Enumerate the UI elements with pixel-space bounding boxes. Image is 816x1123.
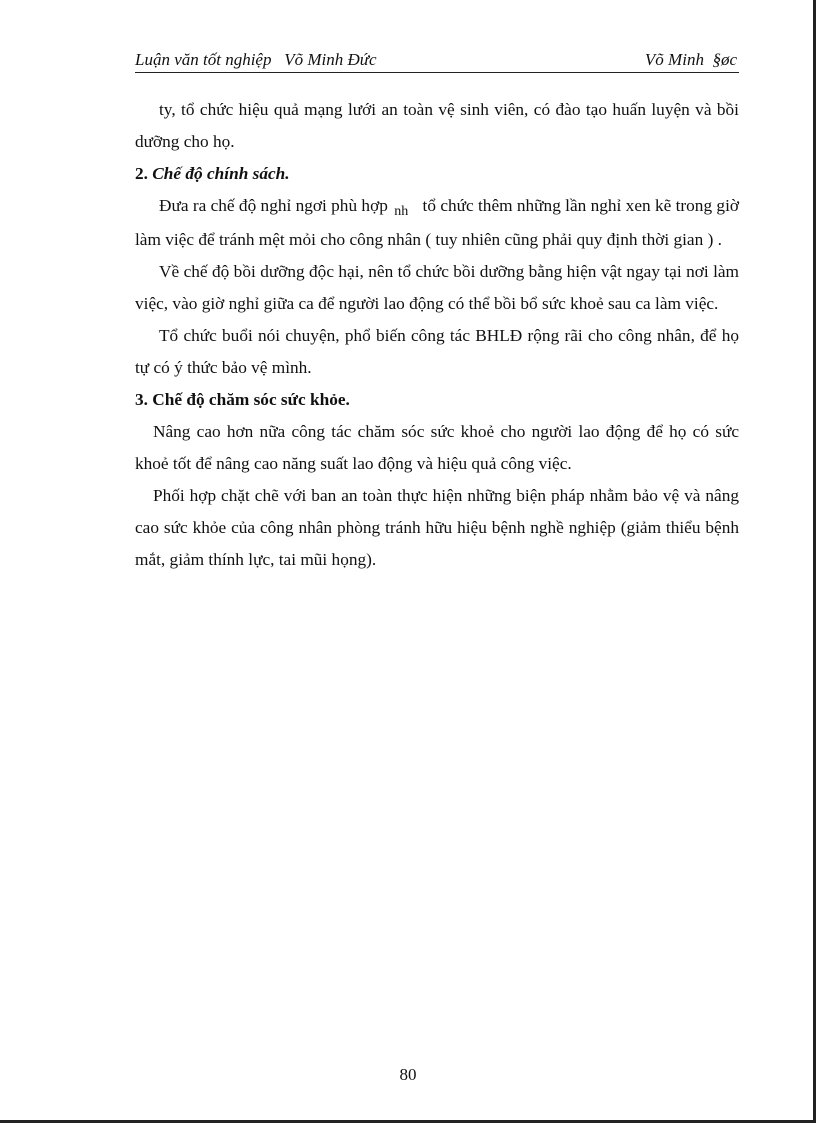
heading-che-do-cham-soc: 3. Chế độ chăm sóc sức khỏe. bbox=[135, 390, 350, 409]
paragraph-2 bbox=[135, 190, 739, 256]
paragraph-3: Về chế độ bồi dưỡng độc hại, nên tổ chức bồi dưỡng bằng hiện vật ngay tại nơi làm việc, vào giờ nghỉ giữa ca để người lao động có thể bồi bổ sức khoẻ sau ca làm việc. bbox=[135, 262, 739, 313]
document-body bbox=[135, 94, 739, 576]
header-right-text: Võ Minh §øc bbox=[644, 50, 737, 69]
paragraph-1: ty, tổ chức hiệu quả mạng lưới an toàn vệ sinh viên, có đào tạo huấn luyện và bồi dưỡng cho họ. bbox=[135, 100, 739, 151]
heading-title: Chế độ chính sách. bbox=[152, 164, 290, 183]
paragraph-5: Nâng cao hơn nữa công tác chăm sóc sức khoẻ cho người lao động để họ có sức khoẻ tốt để nâng cao năng suất lao động và hiệu quả công việc. bbox=[135, 422, 739, 473]
running-header bbox=[135, 50, 739, 73]
paragraph-2-rest: tổ chức thêm những lần nghỉ xen kẽ trong giờ làm việc để tránh mệt mỏi cho công nhân ( tuy nhiên cũng phải quy định thời gian ) . bbox=[135, 196, 740, 249]
heading-che-do-chinh-sach bbox=[135, 158, 739, 190]
header-left-text: Luận văn tốt nghiệp Võ Minh Đức bbox=[135, 50, 377, 69]
paragraph-2-start: Đưa ra chế độ nghỉ ngơi phù hợp bbox=[159, 196, 388, 215]
page-number: 80 bbox=[399, 1065, 417, 1084]
heading-number: 2. bbox=[135, 164, 153, 183]
paragraph-6: Phối hợp chặt chẽ với ban an toàn thực hiện những biện pháp nhằm bảo vệ và nâng cao sức khỏe của công nhân phòng tránh hữu hiệu bệnh nghề nghiệp (giảm thiểu bệnh mắt, giảm thính lực, tai mũi họng). bbox=[135, 486, 739, 569]
paragraph-4: Tổ chức buổi nói chuyện, phổ biến công tác BHLĐ rộng rãi cho công nhân, để họ tự có ý thức bảo vệ mình. bbox=[135, 326, 739, 377]
paragraph-2-subscript: nh bbox=[394, 204, 409, 219]
